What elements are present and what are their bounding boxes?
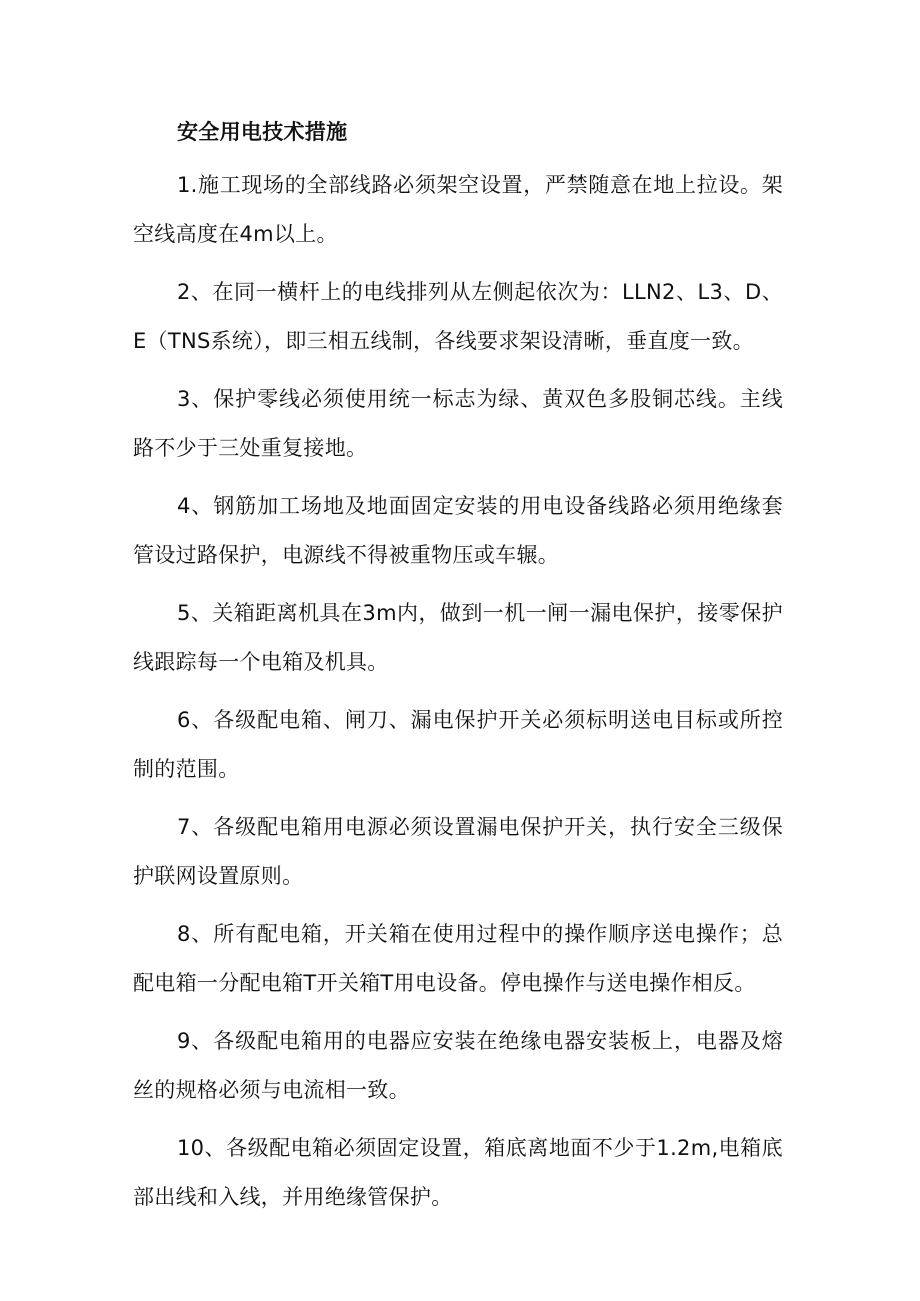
document-body [133, 113, 783, 1221]
paragraph-5: 5、关箱距离机具在3m内，做到一机一闸一漏电保护，接零保护线跟踪每一个电箱及机具。 [133, 601, 783, 674]
paragraph-10: 10、各级配电箱必须固定设置，箱底离地面不少于1.2m,电箱底部出线和入线，并用绝缘管保护。 [133, 1136, 783, 1209]
paragraph-7: 7、各级配电箱用电源必须设置漏电保护开关，执行安全三级保护联网设置原则。 [133, 815, 783, 888]
paragraph-4: 4、钢筋加工场地及地面固定安装的用电设备线路必须用绝缘套管设过路保护，电源线不得被重物压或车辗。 [133, 494, 783, 567]
paragraph-9: 9、各级配电箱用的电器应安装在绝缘电器安装板上，电器及熔丝的规格必须与电流相一致。 [133, 1029, 783, 1102]
document-title: 安全用电技术措施 [177, 120, 348, 144]
paragraph-6: 6、各级配电箱、闸刀、漏电保护开关必须标明送电目标或所控制的范围。 [133, 708, 783, 781]
paragraph-3: 3、保护零线必须使用统一标志为绿、黄双色多股铜芯线。主线路不少于三处重复接地。 [133, 387, 783, 460]
paragraph-8: 8、所有配电箱，开关箱在使用过程中的操作顺序送电操作；总配电箱一分配电箱T开关箱T用电设备。停电操作与送电操作相反。 [133, 922, 783, 995]
paragraph-2: 2、在同一横杆上的电线排列从左侧起依次为：LLN2、L3、D、E（TNS系统），即三相五线制，各线要求架设清晰，垂直度一致。 [133, 280, 783, 353]
paragraph-1: 1.施工现场的全部线路必须架空设置，严禁随意在地上拉设。架空线高度在4m以上。 [133, 173, 783, 246]
